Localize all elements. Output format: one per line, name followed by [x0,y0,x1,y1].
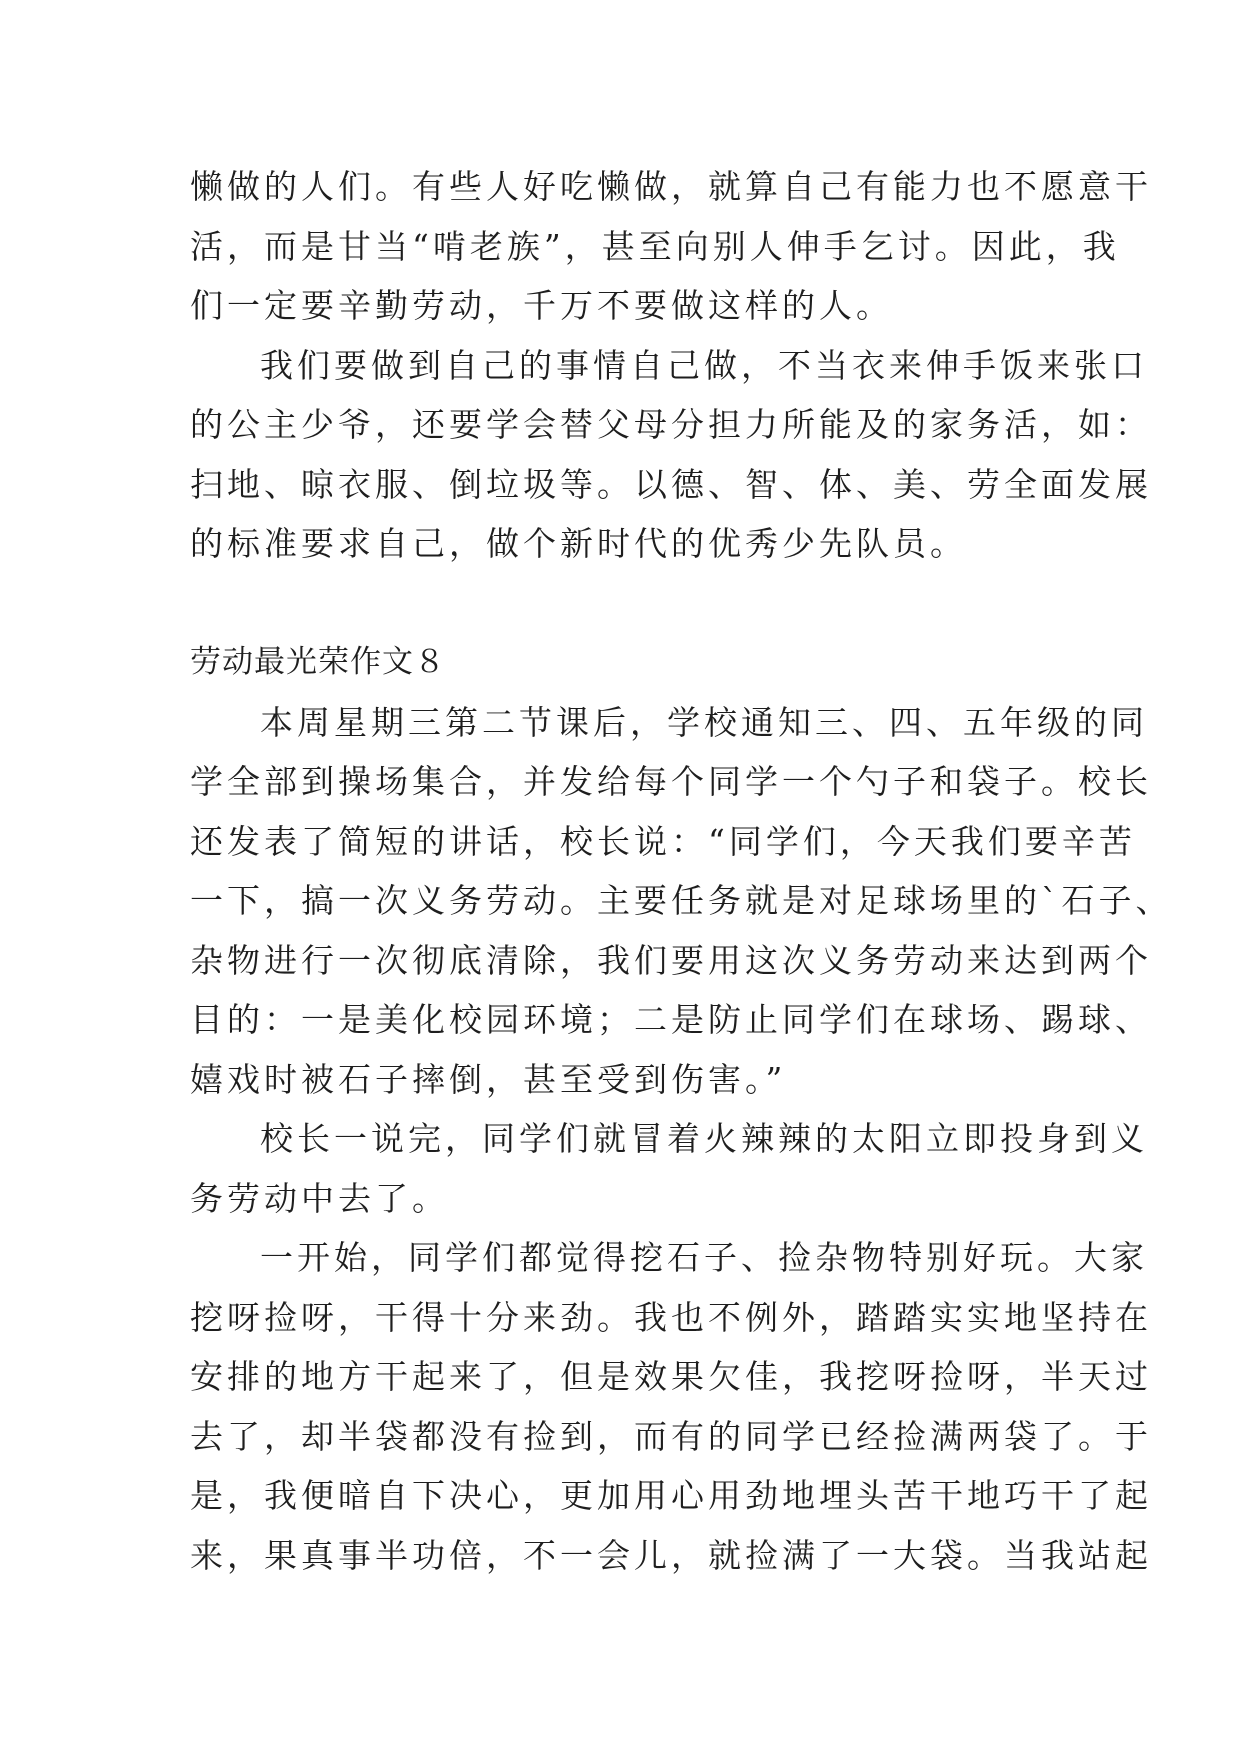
paragraph [190,336,1152,574]
paragraph [190,1228,1152,1585]
text-line: 来，果真事半功倍，不一会儿，就捡满了一大袋。当我站起 [190,1535,1152,1575]
text-line: 学全部到操场集合，并发给每个同学一个勺子和袋子。校长 [190,762,1152,801]
text-line: 一开始，同学们都觉得挖石子、捡杂物特别好玩。大家 [260,1238,1148,1277]
text-line: 懒做的人们。有些人好吃懒做，就算自己有能力也不愿意干 [190,167,1152,206]
section-spacer [190,574,1070,634]
text-line: 本周星期三第二节课后，学校通知三、四、五年级的同 [260,702,1148,742]
document-body [190,157,1173,1585]
paragraph [190,1109,1148,1228]
paragraph [190,693,1173,1110]
text-line: 挖呀捡呀，干得十分来劲。我也不例外，踏踏实实地坚持在 [190,1297,1152,1337]
text-line: 务劳动中去了。 [190,1178,449,1218]
text-line: 我们要做到自己的事情自己做，不当衣来伸手饭来张口 [260,345,1148,385]
section-heading: 劳动最光荣作文８ [190,644,446,680]
text-line: 的标准要求自己，做个新时代的优秀少先队员。 [190,524,967,563]
paragraph [190,157,1152,336]
text-line: 安排的地方干起来了，但是效果欠佳，我挖呀捡呀，半天过 [190,1357,1152,1396]
text-line: 扫地、晾衣服、倒垃圾等。以德、智、体、美、劳全面发展 [190,464,1152,504]
text-line: 的公主少爷，还要学会替父母分担力所能及的家务活，如： [190,405,1152,444]
text-line: 目的：一是美化校园环境；二是防止同学们在球场、踢球、 [190,1000,1152,1039]
text-line: 们一定要辛勤劳动，千万不要做这样的人。 [190,286,893,325]
text-line: 活，而是甘当“啃老族”，甚至向别人伸手乞讨。因此，我 [190,226,1120,266]
text-line: 还发表了简短的讲话，校长说：“同学们，今天我们要辛苦 [190,821,1136,861]
text-line: 嬉戏时被石子摔倒，甚至受到伤害。” [190,1059,787,1099]
text-line: 去了，却半袋都没有捡到，而有的同学已经捡满两袋了。于 [190,1416,1152,1456]
text-line: 是，我便暗自下决心，更加用心用劲地埋头苦干地巧干了起 [190,1476,1152,1515]
text-line: 校长一说完，同学们就冒着火辣辣的太阳立即投身到义 [260,1119,1148,1158]
text-line: 一下，搞一次义务劳动。主要任务就是对足球场里的`石子、 [190,881,1173,920]
text-line: 杂物进行一次彻底清除，我们要用这次义务劳动来达到两个 [190,940,1152,980]
